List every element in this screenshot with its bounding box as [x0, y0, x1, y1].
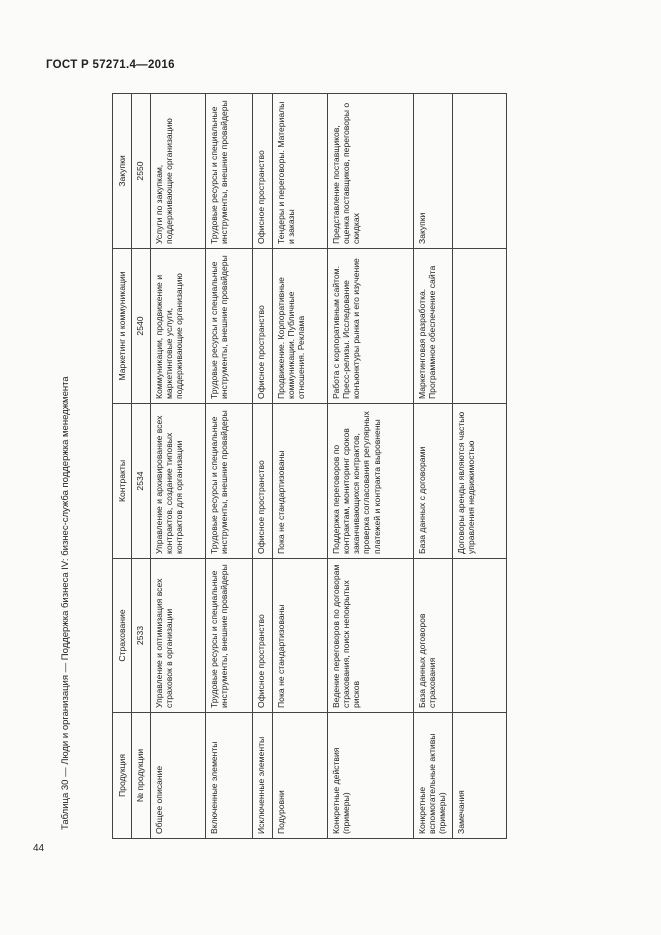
table-cell: База данных с договорами — [414, 404, 453, 559]
column-header: Продукция — [113, 713, 132, 839]
table-cell: Управление и архивирование всех контрактов, создание типовых контрактов для организации — [151, 404, 206, 559]
table-cell: Офисное пространство — [253, 249, 273, 404]
table-cell: Коммуникации, продвижение и маркетинговые услуги, поддерживающие организацию — [151, 249, 206, 404]
product-number: 2534 — [132, 404, 151, 559]
table-cell: Офисное пространство — [253, 404, 273, 559]
document-header: ГОСТ Р 57271.4—2016 — [46, 59, 175, 71]
table-cell — [453, 559, 507, 713]
row-label: Конкретные действия (примеры) — [328, 713, 414, 839]
column-header: Контракты — [113, 404, 132, 559]
table-cell: Пока не стандартизованы — [273, 559, 328, 713]
table-cell: Закупки — [414, 94, 453, 249]
table-cell: Трудовые ресурсы и специальные инструменты, внешние провайдеры — [206, 404, 253, 559]
row-label: Исключенные элементы — [253, 713, 273, 839]
table-cell: Трудовые ресурсы и специальные инструменты, внешние провайдеры — [206, 94, 253, 249]
table-cell: Ведение переговоров по договорам страхования, поиск непокрытых рисков — [328, 559, 414, 713]
table-cell: Офисное пространство — [253, 559, 273, 713]
table-cell: Услуги по закупкам, поддерживающие организацию — [151, 94, 206, 249]
column-header: Закупки — [113, 94, 132, 249]
page-number: 44 — [33, 843, 45, 854]
table-cell — [453, 94, 507, 249]
table-cell: Договоры аренды являются частью управления недвижимостью — [453, 404, 507, 559]
data-table — [112, 93, 507, 839]
table-cell: Трудовые ресурсы и специальные инструменты, внешние провайдеры — [206, 249, 253, 404]
column-header: Маркетинг и коммуникации — [113, 249, 132, 404]
table-cell: Тендеры и переговоры. Материалы и заказы — [273, 94, 328, 249]
product-number: 2540 — [132, 249, 151, 404]
table-cell: Трудовые ресурсы и специальные инструменты, внешние провайдеры — [206, 559, 253, 713]
number-label: № продукции — [132, 713, 151, 839]
table-cell: Продвижение. Корпоративные коммуникации. Публичные отношения. Реклама — [273, 249, 328, 404]
table-cell: База данных договоров страхования — [414, 559, 453, 713]
table-cell: Управление и оптимизация всех страховок в организации — [151, 559, 206, 713]
row-label: Конкретные вспомогательные активы (примеры) — [414, 713, 453, 839]
product-number: 2550 — [132, 94, 151, 249]
table-caption: Таблица 30 — Люди и организация — Поддержка бизнеса IV: бизнес-служба поддержка менеджмента — [60, 376, 71, 830]
table-cell: Работа с корпоративным сайтом. Пресс-релизы. Исследование конъюнктуры рынка и его изучение — [328, 249, 414, 404]
column-header: Страхование — [113, 559, 132, 713]
row-label: Подуровни — [273, 713, 328, 839]
row-label: Включенные элементы — [206, 713, 253, 839]
table-cell: Представление поставщиков, оценка поставщиков, переговоры о скидках — [328, 94, 414, 249]
table-cell: Офисное пространство — [253, 94, 273, 249]
table-cell: Поддержка переговоров по контрактам, мониторинг сроков заканчивающихся контрактов, проверка согласования регулярных платежей и контракта выровнены — [328, 404, 414, 559]
table-cell: Маркетинговая разработка. Программное обеспечение сайта — [414, 249, 453, 404]
row-label: Общее описание — [151, 713, 206, 839]
table-cell — [453, 249, 507, 404]
product-number: 2533 — [132, 559, 151, 713]
row-label: Замечания — [453, 713, 507, 839]
table-cell: Пока не стандартизованы — [273, 404, 328, 559]
